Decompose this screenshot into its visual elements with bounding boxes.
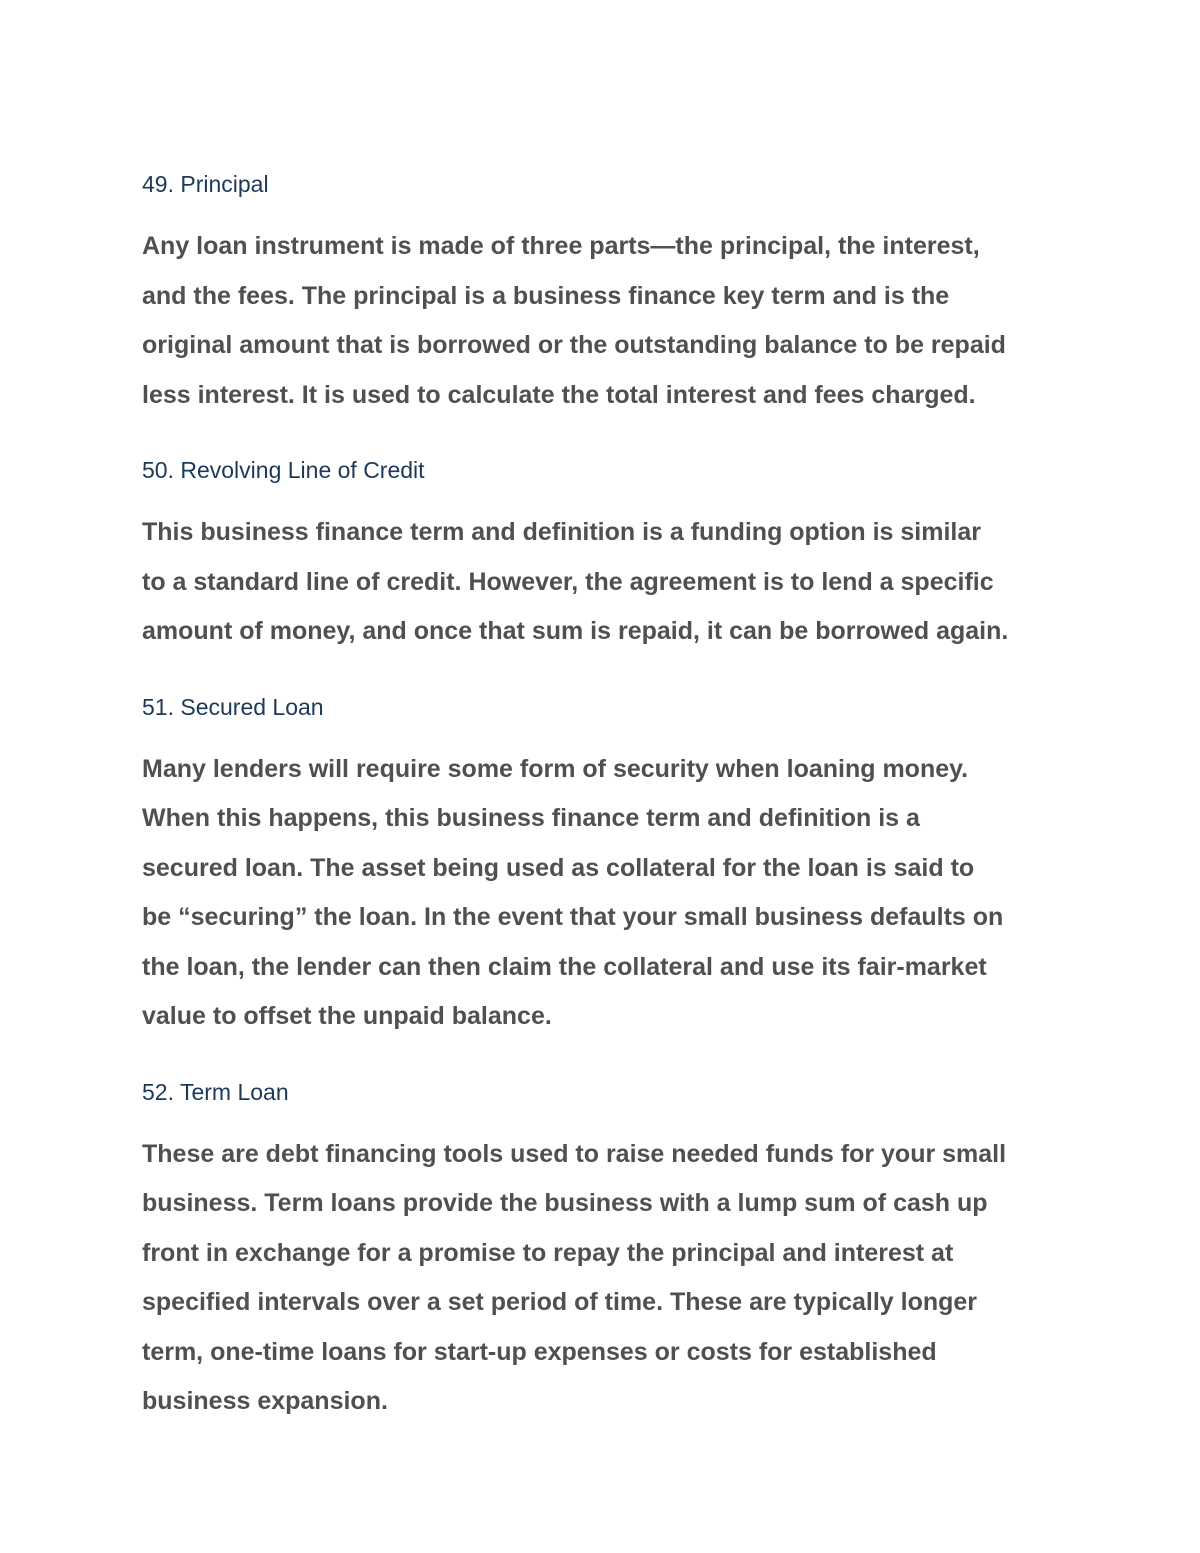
body-line: When this happens, this business finance term and definition is a	[142, 804, 920, 832]
section-principal	[142, 166, 1072, 420]
section-heading: 51. Secured Loan	[142, 693, 324, 720]
body-line: Many lenders will require some form of security when loaning money.	[142, 754, 969, 783]
body-line: specified intervals over a set period of time. These are typically longer	[142, 1288, 978, 1316]
body-line: business. Term loans provide the business with a lump sum of cash up	[142, 1189, 988, 1217]
body-line: term, one-time loans for start-up expenses or costs for established	[142, 1337, 937, 1366]
body-line: and the fees. The principal is a business finance key term and is the	[142, 281, 950, 310]
body-line: amount of money, and once that sum is repaid, it can be borrowed again.	[142, 617, 1009, 645]
section-term-loan	[142, 1074, 1072, 1427]
body-line: original amount that is borrowed or the outstanding balance to be repaid	[142, 331, 1006, 359]
section-body	[142, 745, 1072, 1042]
section-heading: 50. Revolving Line of Credit	[142, 457, 425, 483]
body-line: business expansion.	[142, 1387, 388, 1415]
section-body	[142, 1130, 1072, 1427]
body-line: These are debt financing tools used to raise needed funds for your small	[142, 1139, 1007, 1168]
section-heading: 49. Principal	[142, 171, 269, 197]
body-line: Any loan instrument is made of three parts—the principal, the interest,	[142, 232, 980, 260]
body-line: the loan, the lender can then claim the collateral and use its fair-market	[142, 952, 987, 981]
body-line: value to offset the unpaid balance.	[142, 1002, 552, 1030]
section-body	[142, 222, 1072, 420]
section-heading: 52. Term Loan	[142, 1078, 289, 1105]
section-revolving-line-of-credit	[142, 452, 1072, 657]
body-line: front in exchange for a promise to repay the principal and interest at	[142, 1238, 954, 1267]
document-page	[142, 166, 1072, 1459]
body-line: secured loan. The asset being used as collateral for the loan is said to	[142, 853, 975, 882]
body-line: be “securing” the loan. In the event that your small business defaults on	[142, 903, 1004, 931]
section-body	[142, 508, 1072, 657]
body-line: to a standard line of credit. However, the agreement is to lend a specific	[142, 567, 994, 596]
section-secured-loan	[142, 689, 1072, 1042]
body-line: less interest. It is used to calculate the total interest and fees charged.	[142, 380, 976, 409]
body-line: This business finance term and definition is a funding option is similar	[142, 518, 981, 546]
